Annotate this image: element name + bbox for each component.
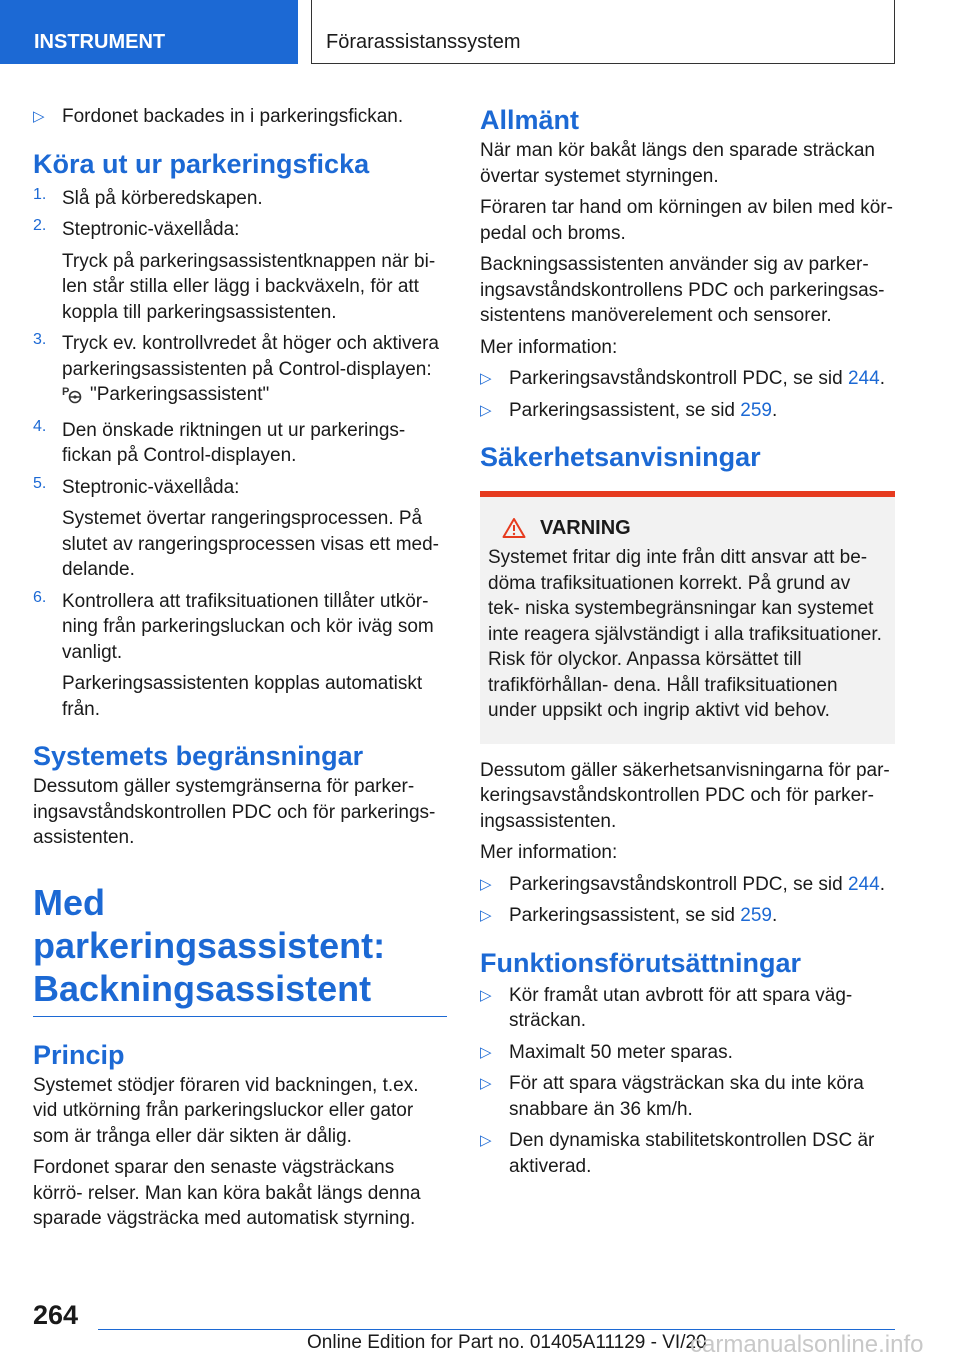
step-number: 5. [33,474,47,492]
limits-paragraph: Dessutom gäller systemgränserna för parker- ingsavståndskontrollen PDC och för parkerings- assistenten. [33,776,436,848]
more-info-label: Mer information: [480,336,618,358]
edition-text: Online Edition for Part no. 01405A11129 - VI/20 [307,1332,707,1353]
principle-paragraph-2: Fordonet sparar den senaste vägsträckans körrö- relser. Man kan köra bakåt längs denna sparade vägsträcka med automatisk styrning. [33,1157,421,1229]
requirement-text: För att spara vägsträckan ska du inte köra snabbare än 36 km/h. [509,1073,864,1120]
triangle-right-outline-icon: ▷ [480,401,492,419]
triangle-right-outline-icon: ▷ [480,1043,492,1061]
general-paragraph-3: Backningsassistenten använder sig av parker- ingsavståndskontrollens PDC och parkeringsas- sistentens manöverelement och sensorer. [480,254,885,326]
list-item [480,872,895,898]
step-subtext: Parkeringsassistenten kopplas automatiskt från. [62,673,423,720]
heading-principle: Princip [33,1039,125,1070]
general-paragraph-1: När man kör bakåt längs den sparade sträckan övertar systemet styrningen. [480,140,875,187]
step-6 [33,589,447,723]
heading-requirements: Funktionsförutsättningar [480,947,801,978]
parking-assistant-icon [62,384,84,412]
heading-exit-parking: Köra ut ur parkeringsficka [33,148,370,179]
heading-safety: Säkerhetsanvisningar [480,442,761,472]
safety-paragraph: Dessutom gäller säkerhetsanvisningarna för par- keringsavståndskontrollen PDC och för parker- ingsassistenten. [480,759,890,832]
step-text: Tryck ev. kontrollvredet åt höger och aktivera parkeringsassistenten på Control-displayen: [62,333,439,380]
right-column [480,104,895,1185]
page-header [0,0,960,66]
warning-label: VARNING [540,517,631,539]
heading-rule [33,1016,447,1017]
step-number: 3. [33,331,47,348]
step-text: Slå på körberedskapen. [62,187,263,209]
reference-text: Parkeringsassistent, se sid 259. [509,905,778,926]
requirement-text: Den dynamiska stabilitetskontrollen DSC är aktiverad. [509,1130,875,1177]
menu-entry-label: "Parkeringsassistent" [90,384,270,405]
step-4 [33,418,447,469]
step-3 [33,331,447,412]
svg-text:P: P [62,386,70,398]
step-2 [33,217,447,325]
more-info-label: Mer information: [480,842,618,863]
list-item [480,1128,895,1179]
warning-box [480,491,895,744]
page-link-259[interactable]: 259 [740,399,772,421]
triangle-right-outline-icon: ▷ [480,370,492,387]
triangle-right-outline-icon: ▷ [480,907,492,924]
reference-text: Parkeringsassistent, se sid 259. [509,399,778,421]
requirement-text: Maximalt 50 meter sparas. [509,1041,733,1063]
left-column [33,104,447,1232]
step-1 [33,186,447,212]
warning-title [488,515,887,541]
reference-text: Parkeringsavståndskontroll PDC, se sid 244. [509,368,885,389]
list-item-text: Fordonet backades in i parkeringsfickan. [62,106,404,127]
heading-line-1: Med parkeringsassistent: [33,881,386,966]
list-item [480,903,895,929]
footer-rule [98,1329,895,1330]
triangle-right-outline-icon: ▷ [480,875,492,893]
step-number: 1. [33,185,47,203]
step-number: 6. [33,588,47,606]
heading-reversing-assistant [33,881,447,1010]
step-text: Den önskade riktningen ut ur parkerings- fickan på Control-displayen. [62,419,406,466]
menu-entry [62,382,447,412]
list-item [480,1040,895,1066]
watermark: carmanualsonline.info [690,1331,924,1358]
list-item [480,1071,895,1122]
general-paragraph-2: Föraren tar hand om körningen av bilen med kör- pedal och broms. [480,197,893,244]
triangle-right-outline-icon: ▷ [480,1132,492,1149]
step-subtext: Tryck på parkeringsassistentknappen när bi- len står stilla eller lägg i backväxeln, för att koppla till parkeringsassistenten. [62,250,436,323]
triangle-right-outline-icon: ▷ [33,108,45,125]
heading-general: Allmänt [480,105,580,135]
list-item [480,398,895,424]
section-label: INSTRUMENT [0,0,298,64]
page-number: 264 [33,1300,79,1330]
chapter-title: Förarassistanssystem [311,0,895,64]
triangle-right-outline-icon: ▷ [480,986,492,1004]
list-item [33,104,447,130]
principle-paragraph-1: Systemet stödjer föraren vid backningen, t.ex. vid utkörning från parkeringsluckor eller gator som är trånga eller där sikten är dålig. [33,1074,419,1147]
reference-text: Parkeringsavståndskontroll PDC, se sid 244. [509,873,885,895]
page-link-244[interactable]: 244 [847,873,880,895]
warning-text: Systemet fritar dig inte från ditt ansvar att be- döma trafiksituationen korrekt. På grund av tek- niska systembegränsningar kan systemet inte reagera självständigt i alla trafiksituationer. Risk för olyckor. Anpassa körsättet till trafikförhållan- dena. Håll trafiksituationen under uppsikt och ingrip aktivt vid behov. [488,547,882,721]
heading-system-limits: Systemets begränsningar [33,741,364,771]
list-item [480,366,895,392]
step-number: 2. [33,217,47,234]
step-text: Steptronic-växellåda: [62,219,240,240]
list-item [480,983,895,1034]
step-subtext: Systemet övertar rangeringsprocessen. På slutet av rangeringsprocessen visas ett med- delande. [62,508,440,580]
heading-line-2: Backningsassistent [33,967,372,1009]
step-5 [33,475,447,583]
step-text: Steptronic-växellåda: [62,476,240,498]
triangle-right-outline-icon: ▷ [480,1075,492,1092]
requirement-text: Kör framåt utan avbrott för att spara väg- sträckan. [509,984,853,1031]
page-link-259[interactable]: 259 [740,905,772,926]
page-link-244[interactable]: 244 [847,368,880,389]
step-text: Kontrollera att trafiksituationen tillåter utkör- ning från parkeringsluckan och kör iväg som vanligt. [62,590,434,663]
warning-triangle-icon [502,517,526,539]
step-number: 4. [33,417,47,435]
